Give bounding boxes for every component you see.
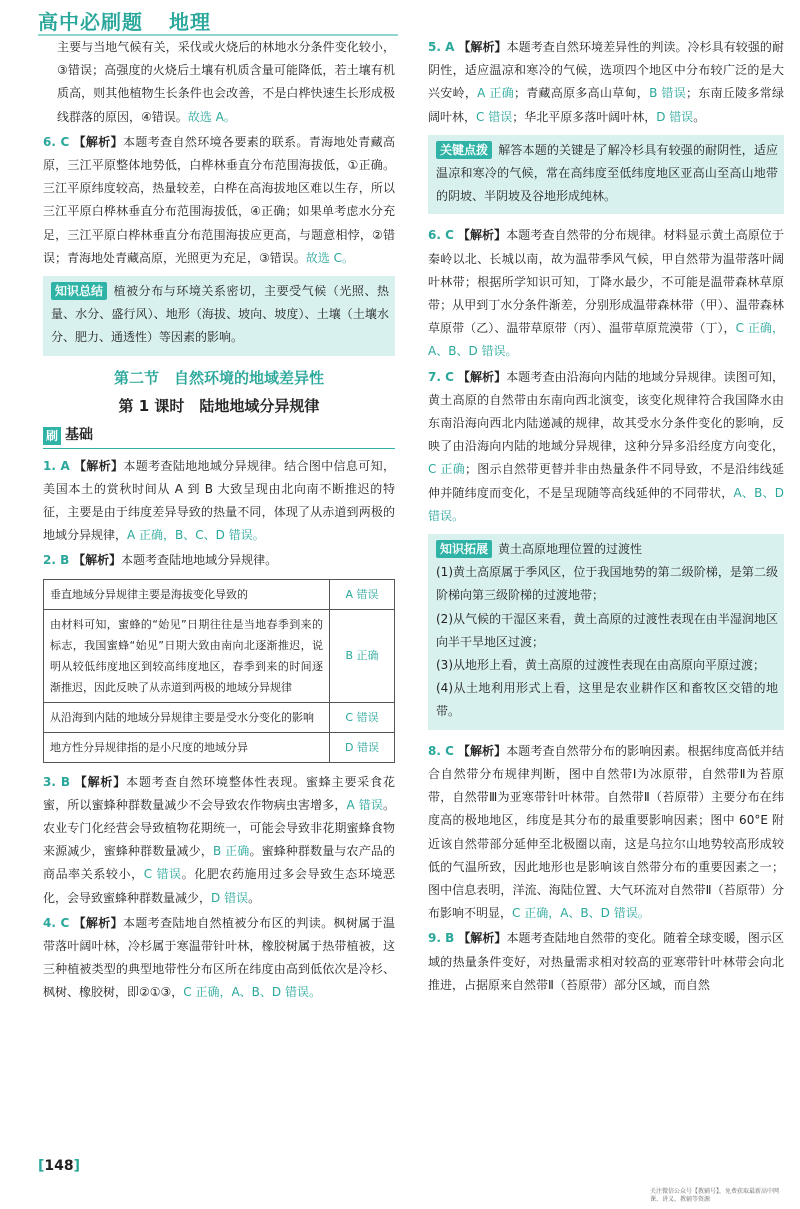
key-point-badge: 关键点拨 <box>436 141 492 159</box>
left-q1: 1. A 【解析】本题考查陆地地域分异规律。结合图中信息可知，美国本土的赏秋时间从 A 到 B 大致呈现由北向南不断推迟的特征，主要是由于纬度差异导致的热量不同，体现了从赤道到两极的地域分异规律，A 正确，B、C、D 错误。 <box>43 458 395 543</box>
right-q9: 9. B 【解析】本题考查陆地自然带的变化。随着全球变暖，图示区域的热量条件变好，对热量需求相对较高的亚寒带针叶林带会向北推进，占据原来自然带Ⅱ（苔原带）部分区域，而自然 <box>428 931 784 992</box>
right-column <box>428 36 784 999</box>
subject-title: 地理 <box>168 10 211 34</box>
right-q7: 7. C 【解析】本题考查由沿海向内陆的地域分异规律。读图可知，黄土高原的自然带由东南向西北演变，该变化规律符合我国降水由东南沿海向西北内陆递减的规律，故其受水分条件变化的影响，反映了由沿海向内陆的地域分异规律，这种分异多沿经度方向变化，C 正确；图示自然带更替并非由热量条件不同导致，不是沿纬线延伸并随纬度而变化，不是呈现随等高线延伸的不同带状，A、B、D 错误。 <box>428 369 784 523</box>
section-title: 第二节 自然环境的地域差异性 <box>113 368 324 387</box>
right-q8: 8. C 【解析】本题考查自然带分布的影响因素。根据纬度高低并结合自然带分布规律判断，图中自然带Ⅰ为冰原带，自然带Ⅱ为苔原带，自然带Ⅲ为亚寒带针叶林带。自然带Ⅱ（苔原带）主要分布在纬度高的极地地区，纬度是其分布的最重要影响因素；图中 60°E 附近该自然带部分延伸至北极圈以南，这是乌拉尔山地势较高形成较低的气温所致，因此地形也是影响该自然带分布的重要因素之一；图中信息表明，洋流、海陆位置、大气环流对自然带Ⅱ（苔原带）分布影响不明显，C 正确，A、B、D 错误。 <box>428 743 784 921</box>
left-q4: 4. C 【解析】本题考查陆地自然植被分布区的判读。枫树属于温带落叶阔叶林，冷杉属于寒温带针叶林，橡胶树属于热带植被，这三种植被类型的典型地带性分布区所在纬度由高到低依次是冷杉、枫树、橡胶树，即②①③，C 正确，A、B、D 错误。 <box>43 915 395 1000</box>
book-title: 高中必刷题 <box>38 10 143 34</box>
q2-analysis-table <box>43 579 395 763</box>
right-q6: 6. C 【解析】本题考查自然带的分布规律。材料显示黄土高原位于秦岭以北、长城以南，故为温带季风气候，甲自然带为温带落叶阔叶林带；根据所学知识可知，丁降水最少，不可能是温带森林草原带；从甲到丁水分条件渐差，分别形成温带森林带（甲）、温带森林草原带（乙）、温带草原带（丙）、温带草原荒漠带（丁），C 正确，A、B、D 错误。 <box>428 228 784 359</box>
list-item: (3)从地形上看，黄土高原的过渡性表现在由高原向平原过渡； <box>436 658 766 673</box>
list-item: (2)从气候的干湿区来看，黄土高原的过渡性表现在由半湿润地区向半干旱地区过渡； <box>436 611 778 649</box>
knowledge-summary-badge: 知识总结 <box>51 282 107 300</box>
table-row: 地方性分异规律指的是小尺度的地域分异 D 错误 <box>44 732 395 762</box>
left-column <box>43 36 395 1007</box>
page-number: [148] <box>38 1158 81 1174</box>
knowledge-extension-badge: 知识拓展 <box>436 540 492 558</box>
extension-title: 黄土高原地理位置的过渡性 <box>498 542 643 557</box>
table-row: 从沿海到内陆的地域分异规律主要是受水分变化的影响 C 错误 <box>44 702 395 732</box>
key-point-box: 关键点拨 解答本题的关键是了解冷杉具有较强的耐阴性，适应温凉和寒冷的气候，常在高纬度至低纬度地区亚高山至高山地带的阴坡、半阴坡及谷地形成纯林。 <box>428 135 784 215</box>
left-q2: 2. B 【解析】本题考查陆地地域分异规律。 <box>43 553 278 568</box>
base-label: 基础 <box>65 427 93 444</box>
brush-icon: 刷 <box>43 427 61 445</box>
lesson-title: 第 1 课时 陆地地域分异规律 <box>118 396 320 415</box>
table-row: 垂直地域分异规律主要是海拔变化导致的 A 错误 <box>44 579 395 609</box>
knowledge-extension-box <box>428 534 784 730</box>
left-q3: 3. B 【解析】本题考查自然环境整体性表现。蜜蜂主要采食花蜜，所以蜜蜂种群数量减少不会导致农作物病虫害增多，A 错误。农业专门化经营会导致植物花期统一，可能会导致非花期蜜蜂食物来源减少，蜜蜂种群数量减少，B 正确。蜜蜂种群数量与农产品的商品率关系较小，C 错误。化肥农药施用过多会导致生态环境恶化，会导致蜜蜂种群数量减少，D 错误。 <box>43 774 395 905</box>
right-q5: 5. A 【解析】本题考查自然环境差异性的判读。冷杉具有较强的耐阴性，适应温凉和寒冷的气候，选项四个地区中分布较广泛的是大兴安岭，A 正确；青藏高原多高山草甸，B 错误；东南丘陵多常绿阔叶林，C 错误；华北平原多落叶阔叶林，D 错误。 <box>428 40 784 124</box>
knowledge-summary-box: 知识总结 植被分布与环境关系密切，主要受气候（光照、热量、水分、盛行风）、地形（海拔、坡向、坡度）、土壤（土壤水分、肥力、通透性）等因素的影响。 <box>43 276 395 356</box>
q5-continuation: 主要与当地气候有关，采伐或火烧后的林地水分条件变化较小，③错误；高强度的火烧后土壤有机质含量可能降低，若土壤有机质高，则其他植物生长条件也会改善，不是白桦快速生长形成极线群落的原因，④错误。故选 A。 <box>57 40 395 124</box>
page-header <box>38 6 229 35</box>
footer-note: 关注微信公众号【教辅号】，免费获取最新高中网课、讲义、教辅等资源 <box>650 1188 780 1203</box>
left-q6: 6. C 【解析】本题考查自然环境各要素的联系。青海地处青藏高原，三江平原整体地势低，白桦林垂直分布范围海拔低，①正确。三江平原纬度较高，热量较差，白桦在高海拔地区难以生存，所以三江平原白桦林垂直分布范围海拔低，④正确；如果单考虑水分充足，三江平原白桦林垂直分布范围海拔应更高，与题意相悖，②错误；青海地处青藏高原，光照更为充足，③错误。故选 C。 <box>43 134 395 265</box>
table-row: 由材料可知，蜜蜂的“始见”日期往往是当地春季到来的标志，我国蜜蜂“始见”日期大致由南向北逐渐推迟，说明从较低纬度地区到较高纬度地区，春季到来的时间逐渐推迟，因此反映了从赤道到两极的地域分异规律 B 正确 <box>44 609 395 702</box>
list-item: (4)从土地利用形式上看，这里是农业耕作区和畜牧区交错的地带。 <box>436 681 778 719</box>
list-item: (1)黄土高原属于季风区，位于我国地势的第二级阶梯，是第二级阶梯向第三级阶梯的过渡地带； <box>436 565 778 603</box>
base-section-header <box>43 424 395 449</box>
